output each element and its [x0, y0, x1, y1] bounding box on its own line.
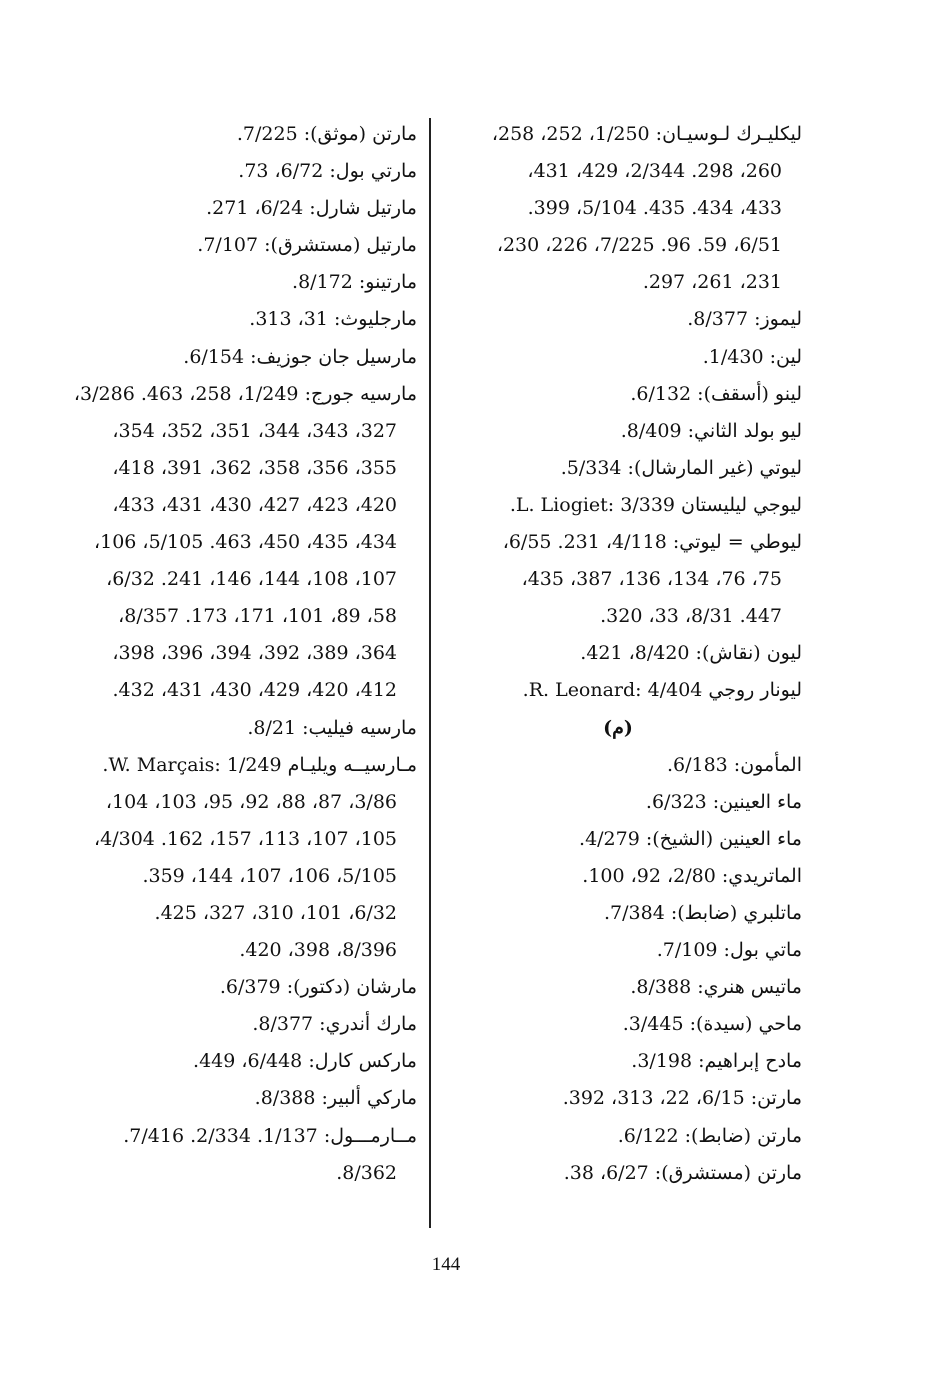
index-entry-line: 107، 108، 144، 146، 241. 6/32،	[106, 568, 397, 591]
index-entry-line: مـارسيــه ويليـام W. Marçais: 1/249.	[102, 753, 417, 776]
index-entry-line: 8/396، 398، 420.	[239, 939, 397, 962]
index-entry-line: 6/51، 59. 96. 7/225، 226، 230،	[496, 234, 782, 257]
index-entry-line: ليون (نقاش): 8/420، 421.	[580, 642, 802, 665]
index-entry-line: مارسيل جان جوزيف: 6/154.	[183, 345, 417, 368]
index-entry-line: 6/32، 101، 310، 327، 425.	[154, 901, 397, 924]
index-entry-line: ليوجي ليليستان L. Liogiet: 3/339.	[509, 493, 802, 516]
index-entry-line: 3/86، 87، 88، 92، 95، 103، 104،	[105, 790, 397, 813]
index-entry-line: 231، 261، 297.	[642, 271, 782, 294]
index-entry-line: 412، 420، 429، 430، 431، 432.	[112, 679, 397, 702]
index-entry-line: 447. 8/31، 33، 320.	[600, 605, 782, 628]
index-entry-line: مارتيل (مستشرق): 7/107.	[197, 234, 417, 257]
index-entry-line: 58، 89، 101، 171، 173. 8/357،	[118, 605, 397, 628]
column-divider	[429, 118, 431, 1228]
index-entry-line: مــارمـــول: 1/137. 2/334. 7/416.	[123, 1124, 417, 1147]
index-entry-line: ماء العينين (الشيخ): 4/279.	[579, 827, 802, 850]
index-entry-line: مارسيه جورج: 1/249، 258، 463. 3/286،	[73, 382, 417, 405]
index-entry-line: مارتينو: 8/172.	[292, 271, 417, 294]
index-entry-line: 260، 298. 2/344، 429، 431،	[527, 160, 782, 183]
index-entry-line: مادح إبراهيم: 3/198.	[631, 1050, 802, 1073]
index-entry-line: مارشان (دكتور): 6/379.	[219, 976, 417, 999]
index-entry-line: مارسيه فيليب: 8/21.	[247, 716, 417, 739]
index-entry-line: مارتي بول: 6/72، 73.	[238, 160, 417, 183]
index-entry-line: مارتيل شارل: 6/24، 271.	[206, 197, 417, 220]
index-entry-line: مارتن (مستشرق): 6/27، 38.	[563, 1161, 802, 1184]
index-entry-line: ماركس كارل: 6/448، 449.	[193, 1050, 417, 1073]
index-entry-line: لينو (أسقف): 6/132.	[630, 382, 802, 405]
index-entry-line: 433، 434. 435. 5/104، 399.	[527, 197, 782, 220]
index-entry-line: ماركي ألبير: 8/388.	[254, 1087, 417, 1110]
index-entry-line: مارجليوث: 31، 313.	[249, 308, 417, 331]
index-entry-line: المأمون: 6/183.	[666, 753, 802, 776]
index-entry-line: ماتي بول: 7/109.	[656, 939, 802, 962]
index-entry-line: ليوتي (غير المارشال): 5/334.	[560, 456, 802, 479]
index-entry-line: الماتريدي: 2/80، 92، 100.	[582, 864, 802, 887]
section-letter-heading: (م)	[603, 716, 633, 739]
index-entry-line: مارتن: 6/15، 22، 313، 392.	[562, 1087, 802, 1110]
index-entry-line: مارك أندري: 8/377.	[252, 1013, 417, 1036]
index-entry-line: 364، 389، 392، 394، 396، 398،	[112, 642, 397, 665]
index-entry-line: 327، 343، 344، 351، 352، 354،	[112, 419, 397, 442]
left-column	[45, 116, 417, 1192]
index-entry-line: 434، 435، 450، 463. 5/105، 106،	[93, 531, 397, 554]
index-entry-line: ليكليـرك لـوسيـان: 1/250، 252، 258،	[491, 123, 802, 145]
index-entry-line: ماتيس هنري: 8/388.	[630, 976, 802, 999]
index-entry-line: 355، 356، 358، 362، 391، 418،	[112, 456, 397, 479]
index-entry-line: لين: 1/430.	[702, 345, 802, 368]
index-entry-line: 8/362.	[336, 1161, 397, 1184]
index-entry-line: مارتن (ضابط): 6/122.	[617, 1124, 802, 1147]
index-entry-line: 75، 76، 134، 136، 387، 435،	[521, 568, 782, 591]
index-entry-line: ليوطي = ليوتي: 4/118، 231. 6/55،	[502, 531, 802, 554]
index-entry-line: ليموز: 8/377.	[687, 308, 802, 331]
index-entry-line: ليو بولد الثاني: 8/409.	[620, 419, 802, 442]
index-entry-line: ماء العينين: 6/323.	[645, 790, 802, 813]
index-entry-line: مارتن (موثق): 7/225.	[236, 123, 417, 145]
index-entry-line: 420، 423، 427، 430، 431، 433،	[112, 493, 397, 516]
index-entry-line: ليونار روجي R. Leonard: 4/404.	[522, 679, 802, 702]
right-column	[434, 116, 802, 1192]
index-entry-line: 5/105، 106، 107، 144، 359.	[142, 864, 397, 887]
index-entry-line: 105، 107، 113، 157، 162. 4/304،	[93, 827, 397, 850]
page-number: 144	[431, 1254, 461, 1275]
index-entry-line: ماحي (سيدة): 3/445.	[622, 1013, 802, 1036]
index-entry-line: ماتلبري (ضابط): 7/384.	[604, 901, 802, 924]
